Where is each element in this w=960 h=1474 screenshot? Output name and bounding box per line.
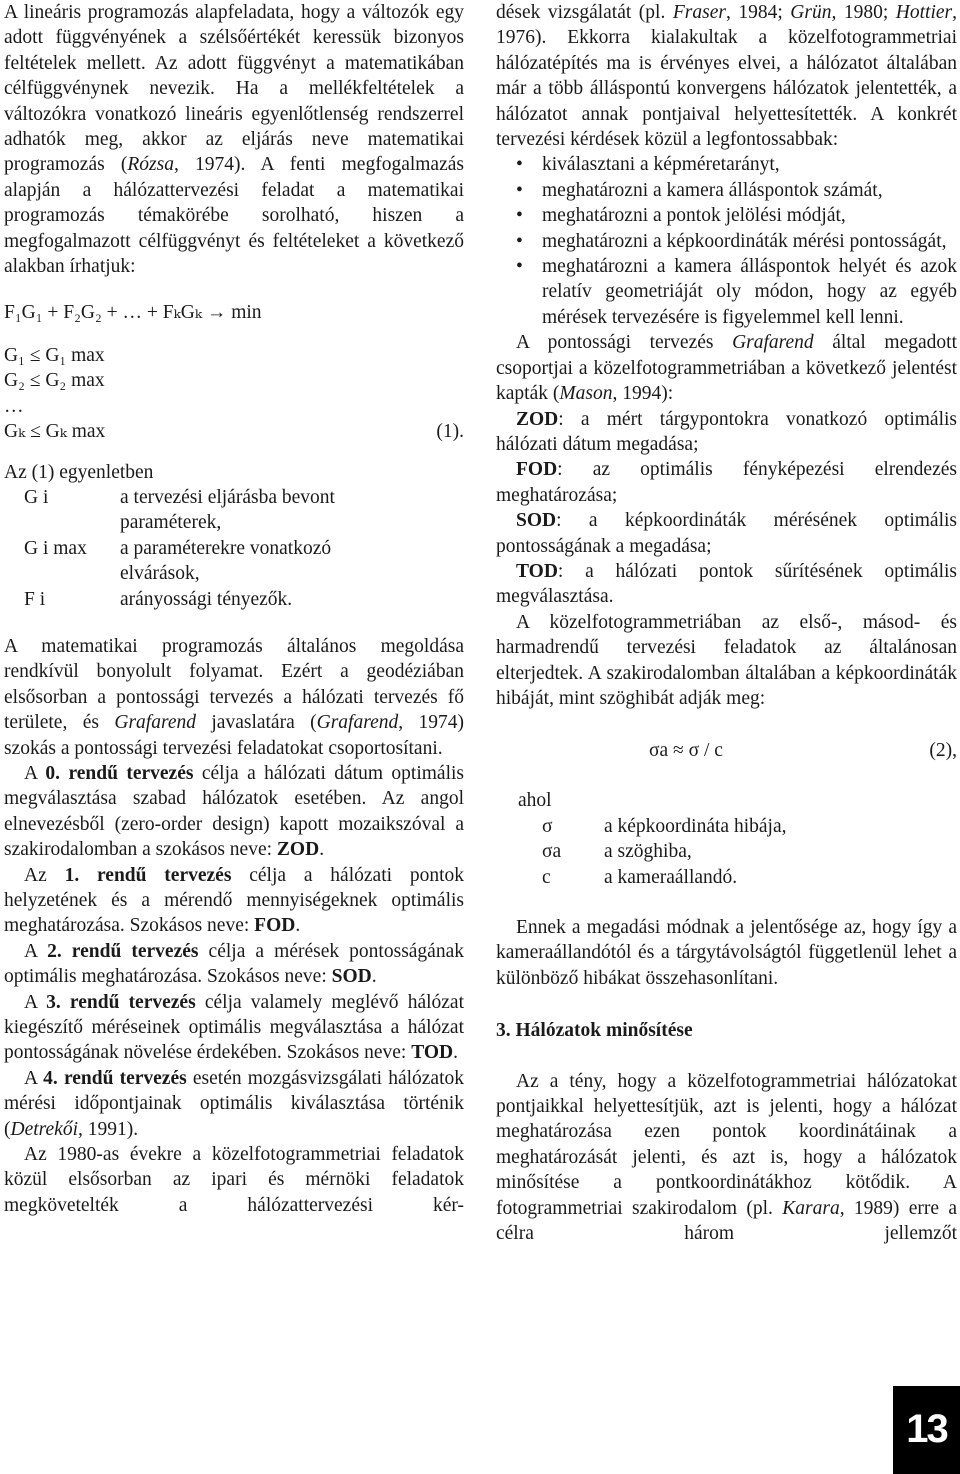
list-item: • meghatározni a képkoordináták mérési pontosságát,: [496, 229, 957, 254]
definition-row: [4, 485, 380, 536]
paragraph-network-quality: Az a tény, hogy a közelfotogrammetriai hálózatokat pontjaikkal helyettesítjük, azt is jelenti, hogy a hálózat meghatározása ezen pontok koordinátáinak a meghatározását jelenti, és azt is, hogy a hálózatok minősítése a pontkoordinátákhoz kötődik. A fotogrammetriai szakirodalom (pl. Karara, 1989) erre a célra három jellemzőt: [496, 1070, 957, 1245]
design-questions-list: [496, 152, 957, 330]
left-column: [4, 0, 464, 1218]
constraint-ellipsis: …: [4, 395, 24, 417]
paragraph-first-order: Az 1. rendű tervezés célja a hálózati pontok helyzetének és a mérendő mennyiségeknek optimális meghatározása. Szokásos neve: FOD.: [4, 864, 465, 937]
definition-row: [4, 536, 380, 587]
where-table: [496, 814, 786, 890]
where-row: [496, 814, 786, 839]
constraint-1: G₁ ≤ G₁ max: [4, 344, 105, 366]
page-number: 13: [893, 1386, 960, 1474]
where-symbol: c: [542, 866, 551, 888]
paragraph-continued: dések vizsgálatát (pl. Fraser, 1984; Grün, 1980; Hottier, 1976). Ekkorra kialakultak a közelfotogrammetriai hálózatépítés ma is érvényes elvei, a hálózatot általában már a több álláspontú konvergens hálózatok jelentették, a hálózatot annak pontjaival helyettesítették. A konkrét tervezési kérdések közül a legfontossabbak:: [496, 2, 957, 151]
paragraph-accuracy-design: A pontossági tervezés Grafarend által megadott csoportjai a közelfotogrammetriában a következő jelentést kapták (Mason, 1994):: [496, 332, 957, 405]
definitions-intro: Az (1) egyenletben: [4, 461, 154, 483]
where-text: a képkoordináta hibája,: [604, 815, 787, 837]
where-block: [496, 788, 957, 890]
list-item: • kiválasztani a képméretarányt,: [496, 152, 957, 177]
equation-2: [496, 738, 957, 763]
paragraph-fourth-order: A 4. rendű tervezés esetén mozgásvizsgálati hálózatok mérési időpontjainak optimális kiválasztása történik (Detrekői, 1991).: [4, 1067, 464, 1140]
angular-error-formula: σa ≈ σ / c: [649, 740, 723, 762]
where-row: [496, 865, 786, 890]
paragraph-third-order: A 3. rendű tervezés célja valamely meglévő hálózat kiegészítő méréseinek optimális megválasztása a hálózat pontosságának növelése érdekében. Szokásos neve: TOD.: [4, 991, 464, 1064]
equation-1: [4, 300, 464, 444]
paragraph-close-range: A közelfotogrammetriában az első-, másod- és harmadrendű tervezési feladatok az általánosan elterjedtek. A szakirodalomban általában a képkoordináták hibáját, mint szöghibát adják meg:: [496, 611, 957, 709]
definition-symbol: G i: [24, 486, 49, 508]
definition-text: arányossági tényezők.: [120, 588, 293, 610]
definition-symbol: F i: [24, 588, 46, 610]
objective-function: F₁G₁ + F₂G₂ + … + FₖGₖ → min: [4, 302, 262, 324]
list-item: • meghatározni a kamera álláspontok számát,: [496, 178, 957, 203]
section-heading: 3. Hálózatok minősítése: [496, 1020, 693, 1042]
definition-text: a tervezési eljárásba bevont paraméterek,: [120, 486, 335, 534]
paragraph-intro: A lineáris programozás alapfeladata, hogy a változók egy adott függvényének a szélsőértékét keressük bizonyos feltételek mellett. Az adott függvényt a matematikában célfüggvénynek nevezik. Ha a mellékfeltételek a változókra vonatkozó lineáris egyenlőtlenség rendszerrel adhatók meg, akkor az eljárás neve matematikai programozás (Rózsa, 1974). A fenti megfogalmazás alapján a hálózattervezési feladat a matematikai programozás témakörébe sorolható, hiszen a megfogalmazott célfüggvényt és feltételeket a következő alakban írhatjuk:: [4, 2, 464, 278]
definition-symbol: G i max: [24, 537, 87, 559]
paragraph-programming: A matematikai programozás általános megoldása rendkívül bonyolult folyamat. Ezért a geodéziában elsősorban a pontossági tervezés a hálózati tervezés fő területe, és Grafarend javaslatára (Grafarend, 1974) szokás a pontossági tervezési feladatokat csoportosítani.: [4, 635, 464, 759]
constraint-k: Gₖ ≤ Gₖ max (1).: [4, 419, 464, 444]
where-symbol: σa: [542, 841, 562, 863]
paragraph-1980s: Az 1980-as évekre a közelfotogrammetriai feladatok közül elsősorban az ipari és mérnöki feladatok megkövetelték a hálózattervezési kér-: [4, 1144, 464, 1216]
definitions-table: [4, 485, 380, 612]
where-row: [496, 839, 786, 864]
where-text: a kameraállandó.: [604, 866, 738, 888]
equation-number: (2),: [929, 740, 957, 762]
definition-zod: ZOD: a mért tárgypontokra vonatkozó optimális hálózati dátum megadása;: [496, 408, 957, 455]
list-item: • meghatározni a kamera álláspontok helyét és azok relatív geometriáját oly módon, hogy az egyéb mérések tervezésére is figyelemmel kell lenni.: [496, 254, 957, 330]
paragraph-second-order: A 2. rendű tervezés célja a mérések pontosságának optimális meghatározása. Szokásos neve: SOD.: [4, 940, 464, 988]
equation-number: (1).: [436, 421, 464, 443]
list-item: • meghatározni a pontok jelölési módját,: [496, 203, 957, 228]
definition-text: a paraméterekre vonatkozó elvárások,: [120, 537, 332, 585]
where-text: a szöghiba,: [604, 841, 692, 863]
constraint-2: G₂ ≤ G₂ max: [4, 370, 105, 392]
where-symbol: σ: [542, 815, 553, 837]
definitions-block: [4, 460, 464, 612]
paragraph-zero-order: A 0. rendű tervezés célja a hálózati dátum optimális megválasztása szabad hálózatok esetében. Az angol elnevezésből (zero-order design) kapott mozaikszóval a szakirodalomban a szokásos neve: ZOD.: [4, 762, 464, 861]
right-column: [496, 0, 957, 1246]
definition-sod: SOD: a képkoordináták mérésének optimális pontosságának a megadása;: [496, 510, 957, 557]
citation: Rózsa: [127, 154, 174, 176]
paragraph-significance: Ennek a megadási módnak a jelentősége az, hogy így a kameraállandótól és a tárgytávolságtól függetlenül lehet a különböző hibákat összehasonlítani.: [496, 917, 957, 989]
definition-row: [4, 587, 380, 612]
definition-tod: TOD: a hálózati pontok sűrítésének optimális megválasztása.: [496, 560, 957, 608]
definition-fod: FOD: az optimális fényképezési elrendezés meghatározása;: [496, 459, 957, 506]
where-intro: ahol: [518, 790, 552, 812]
